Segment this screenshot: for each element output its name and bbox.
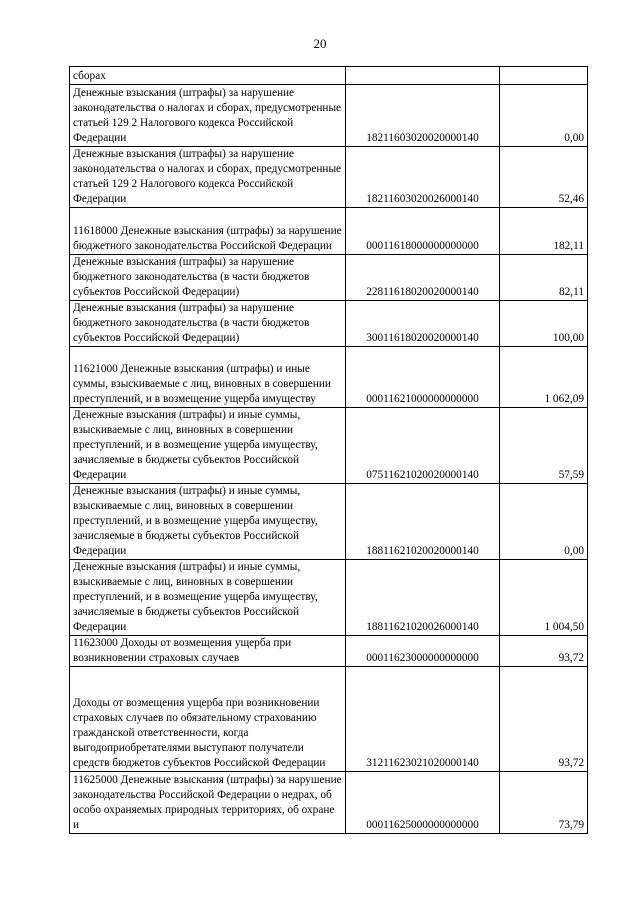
table-row — [70, 147, 588, 208]
budget-code: 18211603020020000140 — [346, 85, 500, 147]
amount: 0,00 — [500, 484, 588, 560]
table-row — [70, 560, 588, 636]
table-row — [70, 67, 588, 85]
amount: 93,72 — [500, 636, 588, 667]
table-row — [70, 636, 588, 667]
revenue-name: сборах — [70, 67, 346, 85]
revenue-name: Доходы от возмещения ущерба при возникновении страховых случаев по обязательному страхованию гражданской ответственности, когда выгодоприобретателями выступают получатели средств бюджетов субъектов Российской Федерации — [70, 667, 346, 772]
amount: 73,79 — [500, 772, 588, 834]
budget-code: 30011618020020000140 — [346, 301, 500, 347]
revenue-table — [69, 66, 588, 834]
revenue-name: Денежные взыскания (штрафы) за нарушение законодательства о налогах и сборах, предусмотренные статьей 129 2 Налогового кодекса Российской Федерации — [70, 85, 346, 147]
revenue-name: 11625000 Денежные взыскания (штрафы) за нарушение законодательства Российской Федерации о недрах, об особо охраняемых природных территориях, об охране и — [70, 772, 346, 834]
table-row — [70, 772, 588, 834]
budget-code: 00011621000000000000 — [346, 347, 500, 408]
budget-code: 31211623021020000140 — [346, 667, 500, 772]
budget-code — [346, 67, 500, 85]
revenue-name: Денежные взыскания (штрафы) за нарушение бюджетного законодательства (в части бюджетов субъектов Российской Федерации) — [70, 301, 346, 347]
revenue-name: 11621000 Денежные взыскания (штрафы) и иные суммы, взыскиваемые с лиц, виновных в совершении преступлений, и в возмещение ущерба имуществу — [70, 347, 346, 408]
budget-code: 00011618000000000000 — [346, 208, 500, 255]
amount: 52,46 — [500, 147, 588, 208]
revenue-name: Денежные взыскания (штрафы) и иные суммы, взыскиваемые с лиц, виновных в совершении преступлений, и в возмещение ущерба имуществу, зачисляемые в бюджеты субъектов Российской Федерации — [70, 484, 346, 560]
revenue-name: Денежные взыскания (штрафы) и иные суммы, взыскиваемые с лиц, виновных в совершении преступлений, и в возмещение ущерба имуществу, зачисляемые в бюджеты субъектов Российской Федерации — [70, 560, 346, 636]
revenue-name: Денежные взыскания (штрафы) за нарушение бюджетного законодательства (в части бюджетов субъектов Российской Федерации) — [70, 255, 346, 301]
table-row — [70, 347, 588, 408]
revenue-name: 11618000 Денежные взыскания (штрафы) за нарушение бюджетного законодательства Российской Федерации — [70, 208, 346, 255]
page-number: 20 — [313, 36, 327, 51]
amount: 0,00 — [500, 85, 588, 147]
revenue-name: 11623000 Доходы от возмещения ущерба при возникновении страховых случаев — [70, 636, 346, 667]
table-row — [70, 85, 588, 147]
table-row — [70, 484, 588, 560]
table-row — [70, 255, 588, 301]
amount: 82,11 — [500, 255, 588, 301]
budget-code: 18811621020026000140 — [346, 560, 500, 636]
table-row — [70, 208, 588, 255]
amount: 93,72 — [500, 667, 588, 772]
amount: 100,00 — [500, 301, 588, 347]
budget-code: 07511621020020000140 — [346, 408, 500, 484]
revenue-name: Денежные взыскания (штрафы) за нарушение законодательства о налогах и сборах, предусмотренные статьей 129 2 Налогового кодекса Российской Федерации — [70, 147, 346, 208]
amount: 182,11 — [500, 208, 588, 255]
amount: 57,59 — [500, 408, 588, 484]
table-row — [70, 301, 588, 347]
budget-code: 00011623000000000000 — [346, 636, 500, 667]
table-row — [70, 667, 588, 772]
table-row — [70, 408, 588, 484]
amount: 1 004,50 — [500, 560, 588, 636]
amount — [500, 67, 588, 85]
amount: 1 062,09 — [500, 347, 588, 408]
revenue-name: Денежные взыскания (штрафы) и иные суммы, взыскиваемые с лиц, виновных в совершении преступлений, и в возмещение ущерба имуществу, зачисляемые в бюджеты субъектов Российской Федерации — [70, 408, 346, 484]
budget-code: 18811621020020000140 — [346, 484, 500, 560]
budget-code: 22811618020020000140 — [346, 255, 500, 301]
budget-code: 00011625000000000000 — [346, 772, 500, 834]
budget-code: 18211603020026000140 — [346, 147, 500, 208]
